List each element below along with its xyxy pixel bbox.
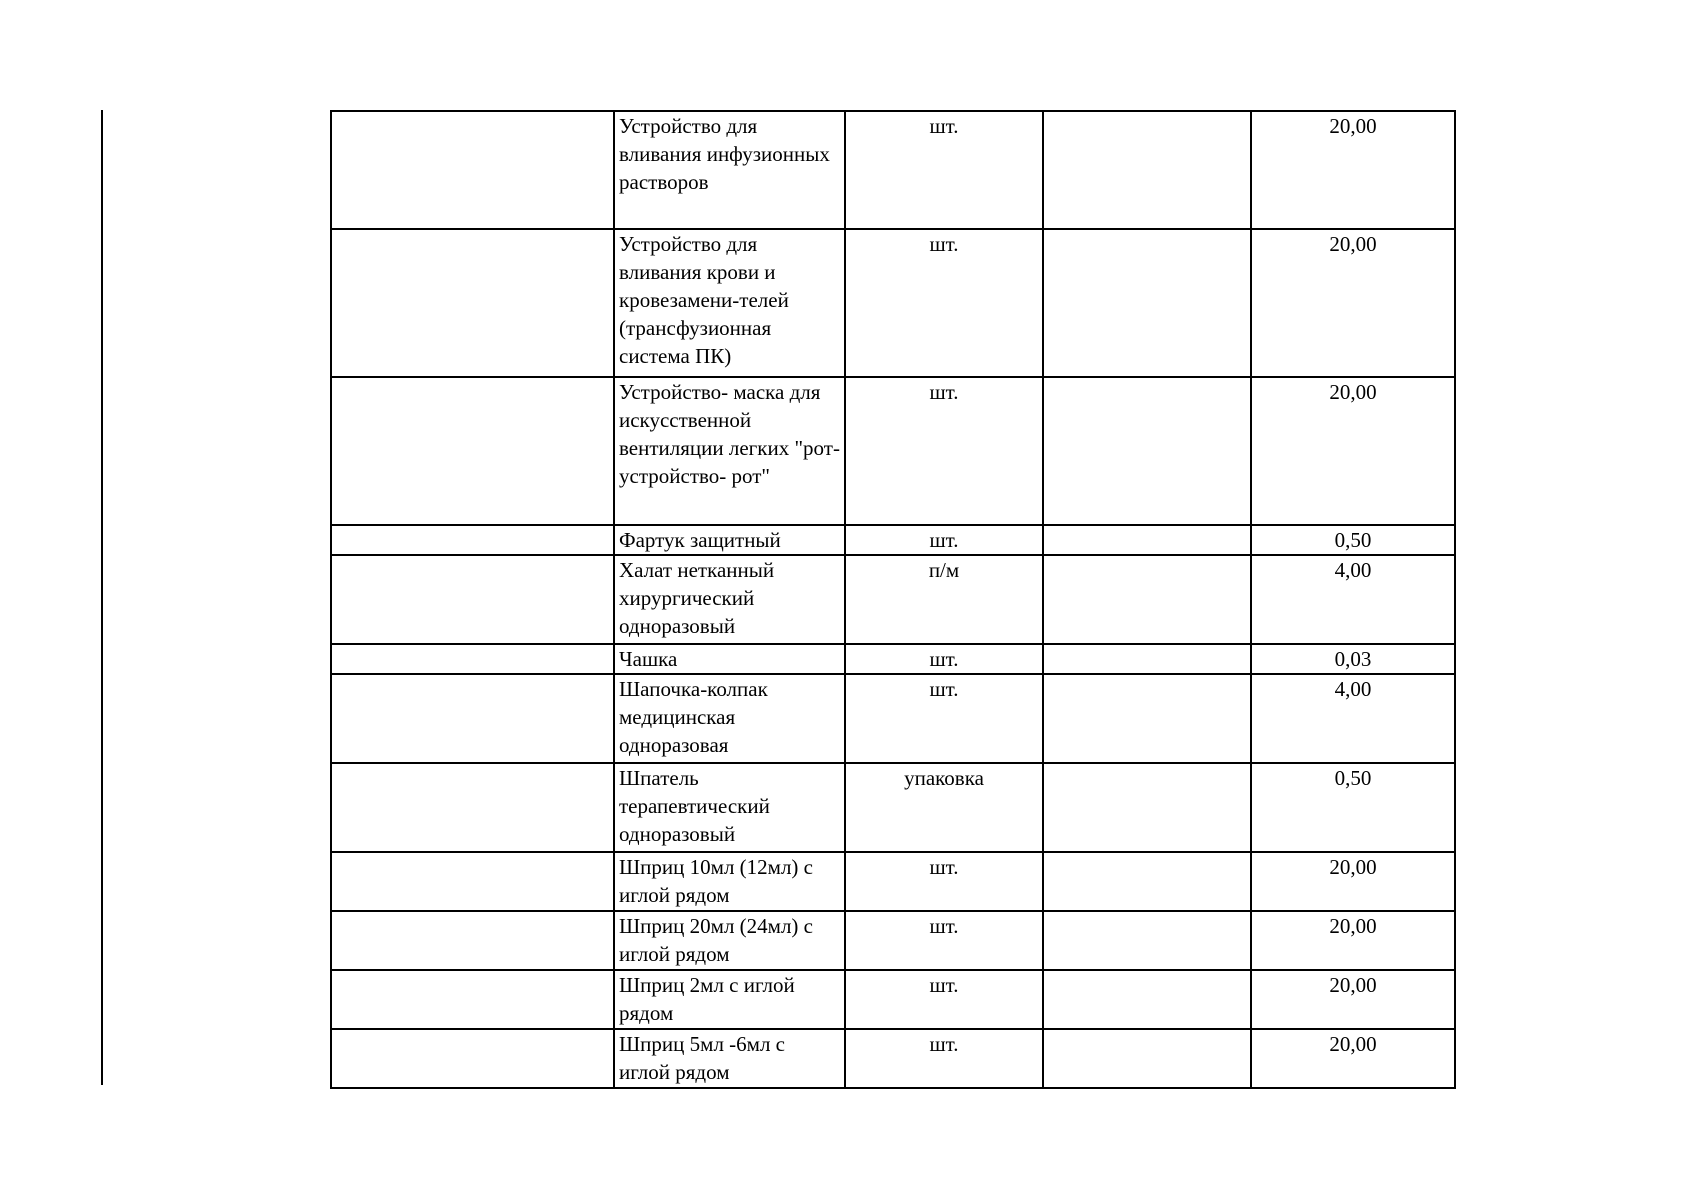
item-name-cell: Фартук защитный (614, 525, 845, 555)
table-row (331, 1029, 1455, 1088)
page-margin-line (101, 110, 103, 1085)
code-cell (331, 763, 614, 852)
item-name-cell: Устройство- маска для искусственной вентиляции легких "рот-устройство- рот" (614, 377, 845, 525)
unit-cell: шт. (845, 525, 1043, 555)
unit-cell: шт. (845, 644, 1043, 674)
item-name-cell: Шапочка-колпак медицинская одноразовая (614, 674, 845, 763)
code-cell (331, 1029, 614, 1088)
code-cell (331, 377, 614, 525)
quantity-cell: 4,00 (1251, 555, 1455, 644)
unit-cell: шт. (845, 1029, 1043, 1088)
table-row (331, 852, 1455, 911)
table-row (331, 970, 1455, 1029)
unit-cell: п/м (845, 555, 1043, 644)
empty-cell (1043, 525, 1251, 555)
empty-cell (1043, 111, 1251, 229)
table-row (331, 674, 1455, 763)
quantity-cell: 0,50 (1251, 525, 1455, 555)
quantity-cell: 0,50 (1251, 763, 1455, 852)
item-name-cell: Устройство для вливания крови и кровезамени-телей (трансфузионная система ПК) (614, 229, 845, 377)
code-cell (331, 644, 614, 674)
table-row (331, 644, 1455, 674)
empty-cell (1043, 763, 1251, 852)
code-cell (331, 111, 614, 229)
table-row (331, 763, 1455, 852)
quantity-cell: 20,00 (1251, 111, 1455, 229)
quantity-cell: 20,00 (1251, 970, 1455, 1029)
empty-cell (1043, 555, 1251, 644)
unit-cell: упаковка (845, 763, 1043, 852)
item-name-cell: Устройство для вливания инфузионных растворов (614, 111, 845, 229)
unit-cell: шт. (845, 911, 1043, 970)
quantity-cell: 20,00 (1251, 911, 1455, 970)
unit-cell: шт. (845, 229, 1043, 377)
empty-cell (1043, 229, 1251, 377)
quantity-cell: 20,00 (1251, 377, 1455, 525)
item-name-cell: Шприц 2мл с иглой рядом (614, 970, 845, 1029)
unit-cell: шт. (845, 111, 1043, 229)
item-name-cell: Чашка (614, 644, 845, 674)
empty-cell (1043, 644, 1251, 674)
code-cell (331, 525, 614, 555)
quantity-cell: 0,03 (1251, 644, 1455, 674)
empty-cell (1043, 1029, 1251, 1088)
table-row (331, 377, 1455, 525)
code-cell (331, 229, 614, 377)
quantity-cell: 20,00 (1251, 1029, 1455, 1088)
table-row (331, 229, 1455, 377)
empty-cell (1043, 852, 1251, 911)
table-row (331, 525, 1455, 555)
unit-cell: шт. (845, 674, 1043, 763)
code-cell (331, 555, 614, 644)
item-name-cell: Шприц 20мл (24мл) с иглой рядом (614, 911, 845, 970)
empty-cell (1043, 377, 1251, 525)
quantity-cell: 4,00 (1251, 674, 1455, 763)
quantity-cell: 20,00 (1251, 852, 1455, 911)
table-row (331, 555, 1455, 644)
unit-cell: шт. (845, 852, 1043, 911)
unit-cell: шт. (845, 377, 1043, 525)
supplies-table (330, 110, 1456, 1089)
table-row (331, 911, 1455, 970)
item-name-cell: Шпатель терапевтический одноразовый (614, 763, 845, 852)
item-name-cell: Шприц 10мл (12мл) с иглой рядом (614, 852, 845, 911)
empty-cell (1043, 970, 1251, 1029)
unit-cell: шт. (845, 970, 1043, 1029)
table-row (331, 111, 1455, 229)
code-cell (331, 911, 614, 970)
item-name-cell: Шприц 5мл -6мл с иглой рядом (614, 1029, 845, 1088)
empty-cell (1043, 911, 1251, 970)
code-cell (331, 674, 614, 763)
empty-cell (1043, 674, 1251, 763)
code-cell (331, 970, 614, 1029)
code-cell (331, 852, 614, 911)
quantity-cell: 20,00 (1251, 229, 1455, 377)
item-name-cell: Халат нетканный хирургический одноразовый (614, 555, 845, 644)
